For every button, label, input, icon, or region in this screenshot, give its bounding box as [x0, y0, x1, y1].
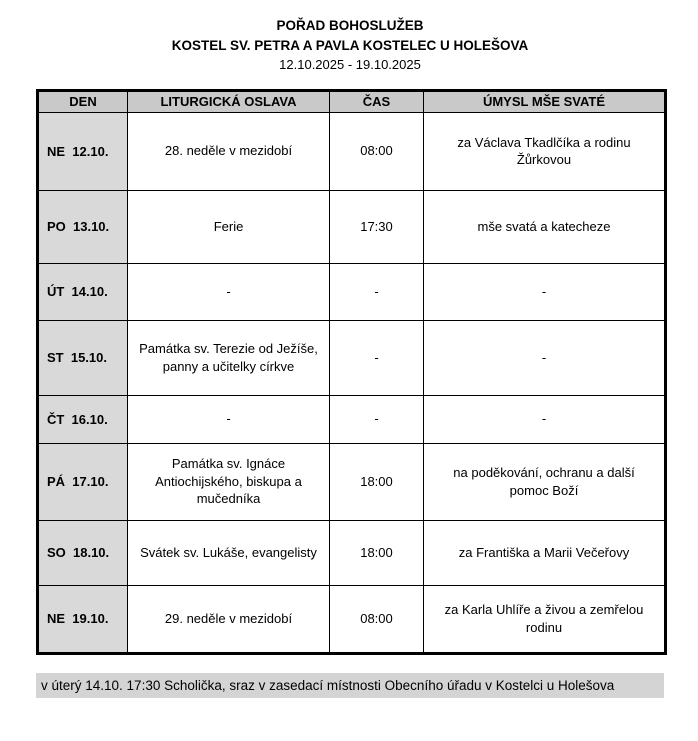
col-header-den: DEN [38, 90, 128, 112]
day-cell: ÚT 14.10. [38, 263, 128, 320]
day-cell: PO 13.10. [38, 190, 128, 263]
date-range: 12.10.2025 - 19.10.2025 [279, 57, 421, 73]
table-row [38, 443, 666, 520]
table-row [38, 112, 666, 190]
celebration-cell: Památka sv. Terezie od Ježíše, panny a učitelky církve [128, 320, 330, 395]
celebration-cell: - [128, 395, 330, 443]
intention-cell: na poděkování, ochranu a další pomoc Boží [424, 443, 666, 520]
footer-note: v úterý 14.10. 17:30 Scholička, sraz v zasedací místnosti Obecního úřadu v Kostelci u Holešova [36, 673, 664, 699]
table-row [38, 585, 666, 653]
time-cell: - [330, 263, 424, 320]
intention-cell: - [424, 263, 666, 320]
intention-cell: za Václava Tkadlčíka a rodinu Žůrkovou [424, 112, 666, 190]
intention-cell: za Karla Uhlíře a živou a zemřelou rodinu [424, 585, 666, 653]
col-header-oslava: LITURGICKÁ OSLAVA [128, 90, 330, 112]
celebration-cell: 28. neděle v mezidobí [128, 112, 330, 190]
intention-cell: za Františka a Marii Večeřovy [424, 520, 666, 585]
table-row [38, 320, 666, 395]
time-cell: 18:00 [330, 443, 424, 520]
time-cell: 17:30 [330, 190, 424, 263]
day-cell: NE 19.10. [38, 585, 128, 653]
time-cell: 08:00 [330, 585, 424, 653]
time-cell: 08:00 [330, 112, 424, 190]
time-cell: - [330, 395, 424, 443]
day-cell: ČT 16.10. [38, 395, 128, 443]
celebration-cell: Svátek sv. Lukáše, evangelisty [128, 520, 330, 585]
table-row [38, 263, 666, 320]
day-cell: SO 18.10. [38, 520, 128, 585]
schedule-table [36, 89, 667, 655]
day-cell: PÁ 17.10. [38, 443, 128, 520]
time-cell: 18:00 [330, 520, 424, 585]
intention-cell: - [424, 320, 666, 395]
day-cell: ST 15.10. [38, 320, 128, 395]
time-cell: - [330, 320, 424, 395]
table-row [38, 190, 666, 263]
celebration-cell: Ferie [128, 190, 330, 263]
page-title: POŘAD BOHOSLUŽEB [276, 18, 424, 33]
celebration-cell: - [128, 263, 330, 320]
celebration-cell: 29. neděle v mezidobí [128, 585, 330, 653]
intention-cell: mše svatá a katecheze [424, 190, 666, 263]
celebration-cell: Památka sv. Ignáce Antiochijského, biskupa a mučedníka [128, 443, 330, 520]
table-row [38, 395, 666, 443]
table-header-row [38, 90, 666, 112]
col-header-umysl: ÚMYSL MŠE SVATÉ [424, 90, 666, 112]
intention-cell: - [424, 395, 666, 443]
table-row [38, 520, 666, 585]
document-header [36, 16, 664, 75]
page-subtitle: KOSTEL SV. PETRA A PAVLA KOSTELEC U HOLEŠOVA [171, 37, 529, 53]
day-cell: NE 12.10. [38, 112, 128, 190]
col-header-cas: ČAS [330, 90, 424, 112]
